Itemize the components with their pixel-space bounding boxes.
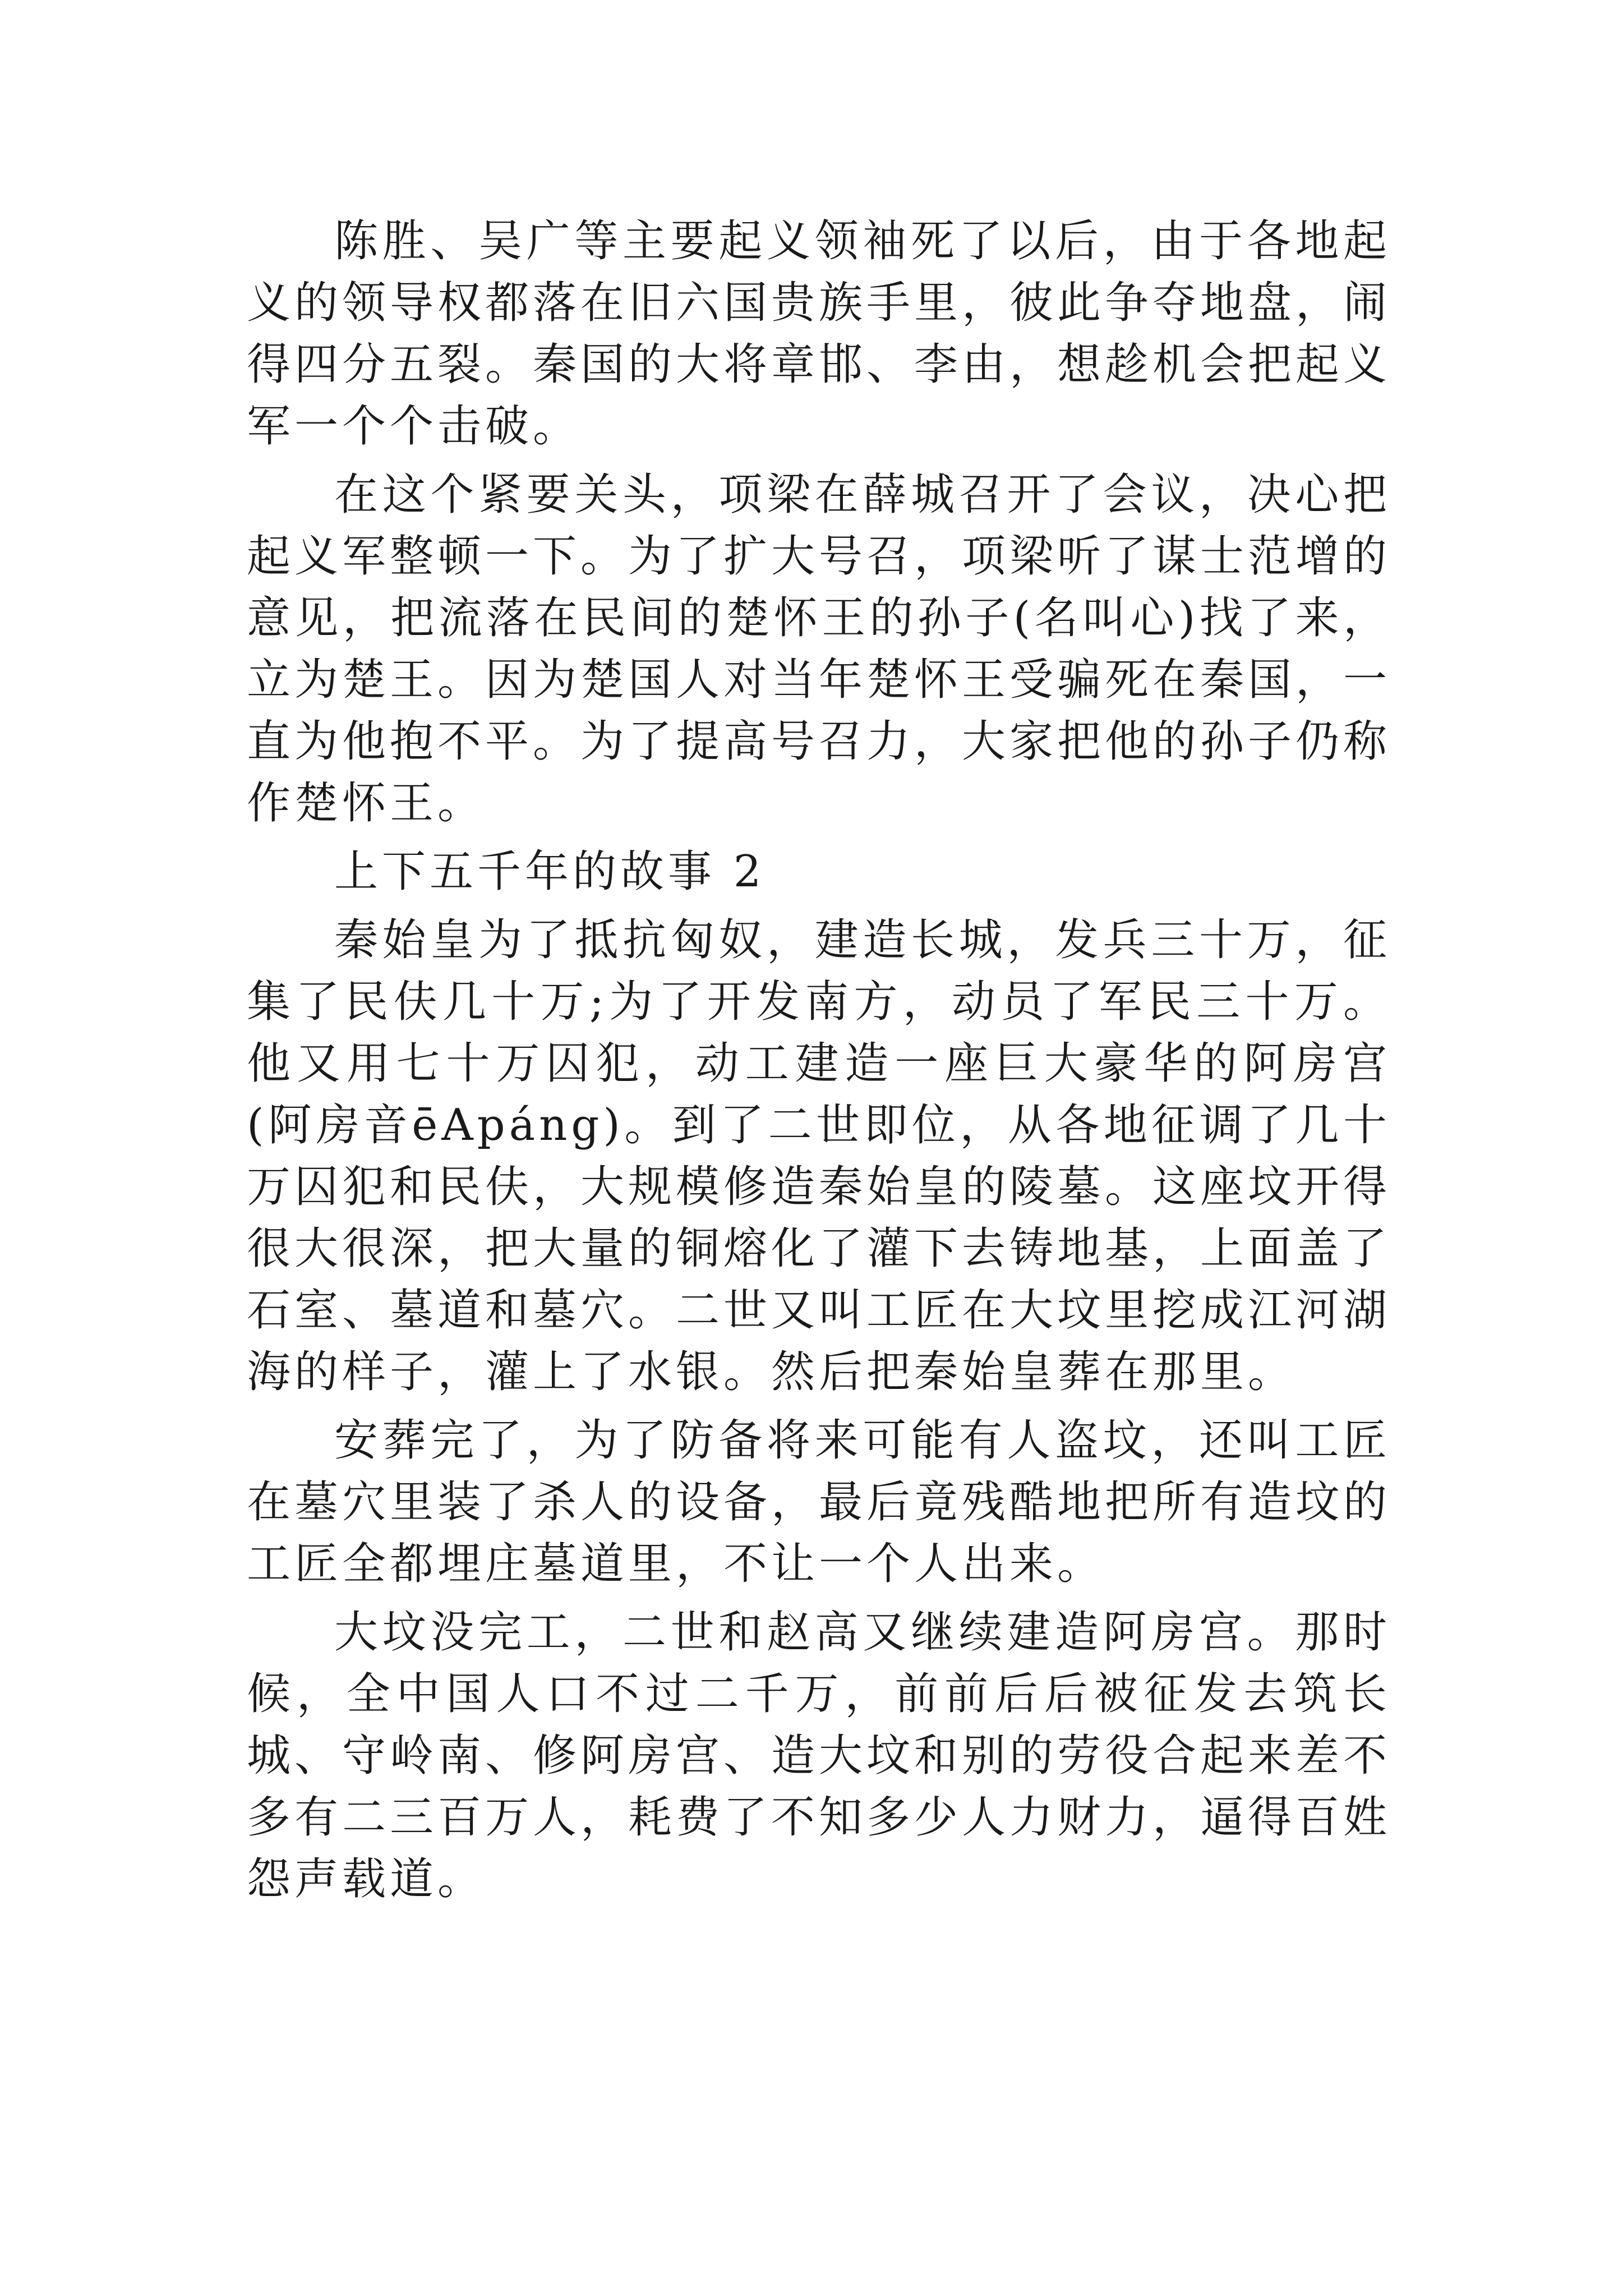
document-page xyxy=(247,210,1391,1917)
paragraph-3: 秦始皇为了抵抗匈奴，建造长城，发兵三十万，征集了民伕几十万;为了开发南方，动员了军民三十万。他又用七十万囚犯，动工建造一座巨大豪华的阿房宫(阿房音ēApáng)。到了二世即位，从各地征调了几十万囚犯和民伕，大规模修造秦始皇的陵墓。这座坟开得很大很深，把大量的铜熔化了灌下去铸地基，上面盖了石室、墓道和墓穴。二世又叫工匠在大坟里挖成江河湖海的样子，灌上了水银。然后把秦始皇葬在那里。 xyxy=(247,915,1391,1397)
paragraph-4: 安葬完了，为了防备将来可能有人盗坟，还叫工匠在墓穴里装了杀人的设备，最后竟残酷地把所有造坟的工匠全都埋庄墓道里，不让一个人出来。 xyxy=(247,1415,1391,1589)
section-heading: 上下五千年的故事 2 xyxy=(334,846,766,897)
paragraph-2: 在这个紧要关头，项梁在薛城召开了会议，决心把起义军整顿一下。为了扩大号召，项梁听了谋士范增的意见，把流落在民间的楚怀王的孙子(名叫心)找了来，立为楚王。因为楚国人对当年楚怀王受骗死在秦国，一直为他抱不平。为了提高号召力，大家把他的孙子仍称作楚怀王。 xyxy=(247,470,1391,829)
paragraph-1: 陈胜、吴广等主要起义领袖死了以后，由于各地起义的领导权都落在旧六国贵族手里，彼此争夺地盘，闹得四分五裂。秦国的大将章邯、李由，想趁机会把起义军一个个击破。 xyxy=(247,216,1391,452)
paragraph-5: 大坟没完工，二世和赵高又继续建造阿房宫。那时候，全中国人口不过二千万，前前后后被征发去筑长城、守岭南、修阿房宫、造大坟和别的劳役合起来差不多有二三百万人，耗费了不知多少人力财力，逼得百姓怨声载道。 xyxy=(247,1607,1391,1904)
